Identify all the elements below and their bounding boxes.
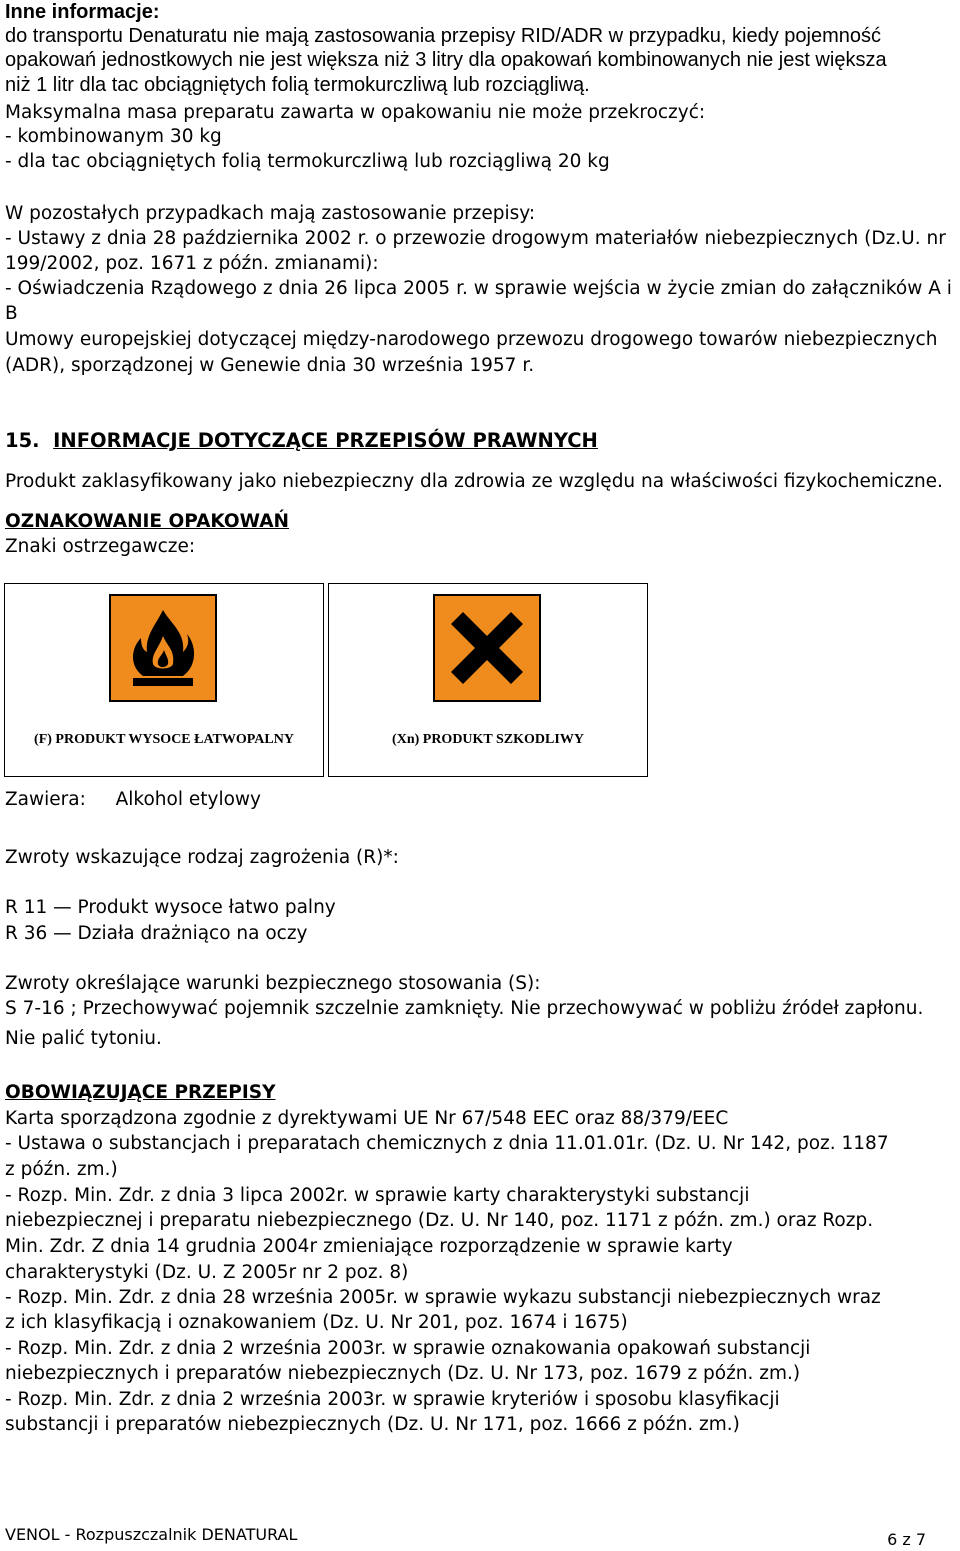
regulation-line-11: niebezpiecznych i preparatów niebezpiecznych (Dz. U. Nr 173, poz. 1679 z późn. zm.) — [5, 1363, 801, 1384]
harmful-caption: (Xn) PRODUKT SZKODLIWY — [392, 732, 584, 747]
regulation-line-6: Min. Zdr. Z dnia 14 grudnia 2004r zmieniające rozporządzenie w sprawie karty — [5, 1236, 733, 1257]
s-phrase-line-1: S 7-16 ; Przechowywać pojemnik szczelnie zamknięty. Nie przechowywać w pobliżu źródeł zapłonu. — [5, 998, 924, 1019]
flammable-caption: (F) PRODUKT WYSOCE ŁATWOPALNY — [34, 732, 294, 747]
regulation-line-13: substancji i preparatów niebezpiecznych (Dz. U. Nr 171, poz. 1666 z późn. zm.) — [5, 1414, 740, 1435]
contains-label: Zawiera: — [5, 789, 86, 810]
regulations-heading: OBOWIĄZUJĄCE PRZEPISY — [5, 1082, 276, 1103]
regulation-line-4: - Rozp. Min. Zdr. z dnia 3 lipca 2002r. w sprawie karty charakterystyki substancji — [5, 1185, 750, 1206]
combined-mass-line: - kombinowanym 30 kg — [5, 126, 222, 147]
flammable-sign-box — [4, 583, 324, 777]
r-phrases-heading: Zwroty wskazujące rodzaj zagrożenia (R)*: — [5, 847, 399, 868]
section-number: 15. — [5, 429, 40, 452]
r-phrase-11: R 11 — Produkt wysoce łatwo palny — [5, 897, 336, 918]
regulation-line-10: - Rozp. Min. Zdr. z dnia 2 września 2003r. w sprawie oznakowania opakowań substancji — [5, 1338, 811, 1359]
flame-icon — [109, 594, 217, 702]
regulation-line-5: niebezpiecznej i preparatu niebezpiecznego (Dz. U. Nr 140, poz. 1171 z późn. zm.) oraz Rozp. — [5, 1210, 874, 1231]
transport-text-line-2: opakowań jednostkowych nie jest większa niż 3 litry dla opakowań kombinowanych nie jest większa — [5, 49, 887, 71]
warning-signs-label: Znaki ostrzegawcze: — [5, 536, 196, 557]
regulation-line-8: - Rozp. Min. Zdr. z dnia 28 września 2005r. w sprawie wykazu substancji niebezpiecznych wraz — [5, 1287, 881, 1308]
footer-product-name: VENOL - Rozpuszczalnik DENATURAL — [5, 1525, 298, 1544]
other-cases-line-2: - Ustawy z dnia 28 października 2002 r. o przewozie drogowym materiałów niebezpiecznych (Dz.U. nr — [5, 228, 946, 249]
other-cases-line-1: W pozostałych przypadkach mają zastosowanie przepisy: — [5, 203, 536, 224]
other-cases-line-7: (ADR), sporządzonej w Genewie dnia 30 września 1957 r. — [5, 355, 535, 376]
transport-text-line-3: niż 1 litr dla tac obciągniętych folią termokurczliwą lub rozciągliwą. — [5, 74, 590, 96]
footer-page-number: 6 z 7 — [887, 1530, 926, 1549]
other-cases-line-6: Umowy europejskiej dotyczącej między-narodowego przewozu drogowego towarów niebezpiecznych — [5, 329, 938, 350]
s-phrase-line-2: Nie palić tytoniu. — [5, 1028, 162, 1049]
regulation-line-9: z ich klasyfikacją i oznakowaniem (Dz. U. Nr 201, poz. 1674 i 1675) — [5, 1312, 628, 1333]
max-mass-line: Maksymalna masa preparatu zawarta w opakowaniu nie może przekroczyć: — [5, 102, 706, 123]
r-phrase-36: R 36 — Działa drażniąco na oczy — [5, 923, 308, 944]
other-cases-line-3: 199/2002, poz. 1671 z późn. zmianami): — [5, 253, 379, 274]
regulation-line-3: z późn. zm.) — [5, 1159, 118, 1180]
tray-mass-line: - dla tac obciągniętych folią termokurczliwą lub rozciągliwą 20 kg — [5, 151, 610, 172]
section-15-heading — [5, 428, 598, 453]
harmful-sign-box — [328, 583, 648, 777]
regulation-line-1: Karta sporządzona zgodnie z dyrektywami UE Nr 67/548 EEC oraz 88/379/EEC — [5, 1108, 729, 1129]
regulation-line-12: - Rozp. Min. Zdr. z dnia 2 września 2003r. w sprawie kryteriów i sposobu klasyfikacji — [5, 1389, 780, 1410]
other-info-heading: Inne informacje: — [5, 1, 160, 23]
transport-text-line-1: do transportu Denaturatu nie mają zastosowania przepisy RID/ADR w przypadku, kiedy pojemność — [5, 25, 881, 47]
section-title: INFORMACJE DOTYCZĄCE PRZEPISÓW PRAWNYCH — [53, 429, 598, 452]
contains-value: Alkohol etylowy — [115, 789, 261, 810]
cross-icon — [433, 594, 541, 702]
other-cases-line-4: - Oświadczenia Rządowego z dnia 26 lipca 2005 r. w sprawie wejścia w życie zmian do załączników A i — [5, 278, 952, 299]
regulation-line-2: - Ustawa o substancjach i preparatach chemicznych z dnia 11.01.01r. (Dz. U. Nr 142, poz. 1187 — [5, 1133, 889, 1154]
classification-text: Produkt zaklasyfikowany jako niebezpieczny dla zdrowia ze względu na właściwości fizykochemiczne. — [5, 471, 943, 492]
contains-row — [5, 787, 261, 812]
s-phrases-heading: Zwroty określające warunki bezpiecznego stosowania (S): — [5, 973, 541, 994]
regulation-line-7: charakterystyki (Dz. U. Z 2005r nr 2 poz. 8) — [5, 1262, 409, 1283]
other-cases-line-5: B — [5, 303, 18, 324]
labeling-heading: OZNAKOWANIE OPAKOWAŃ — [5, 511, 290, 532]
